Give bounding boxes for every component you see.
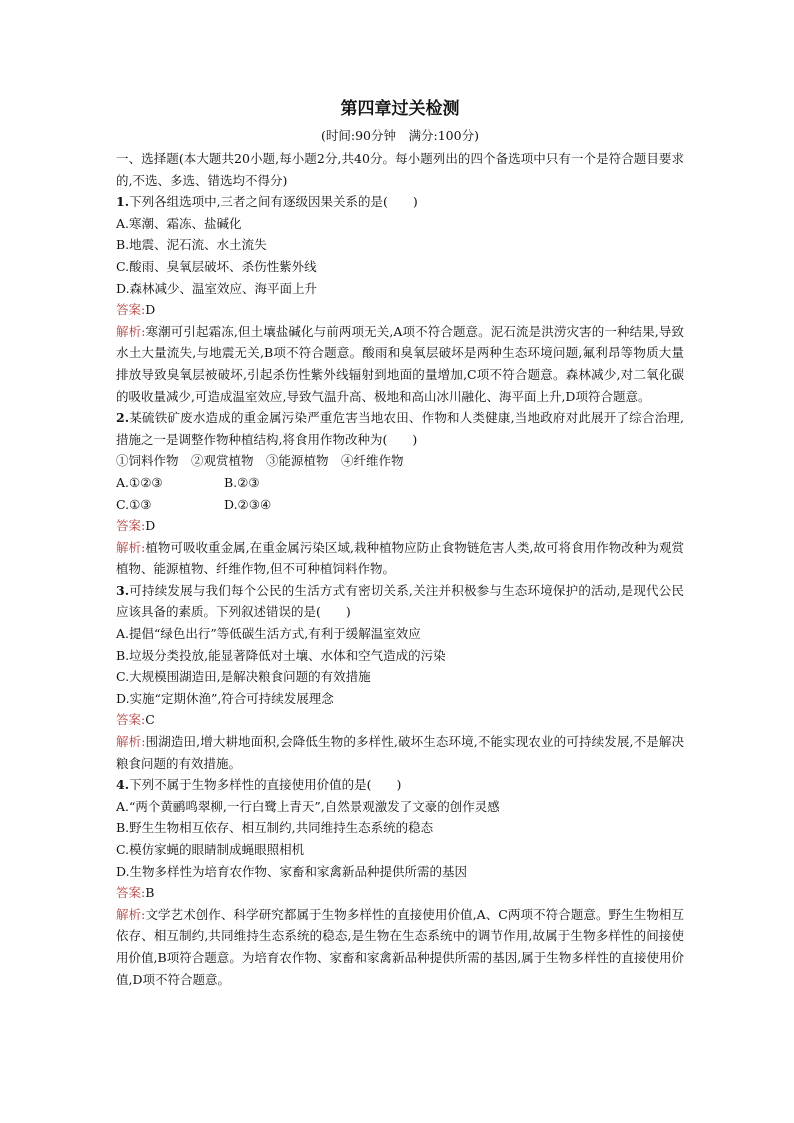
explanation: 解析:植物可吸收重金属,在重金属污染区域,栽种植物应防止食物链危害人类,故可将食用作物改种为观赏植物、能源植物、纤维作物,但不可种植饲料作物。: [116, 539, 684, 577]
option-c: C.模仿家蝇的眼睛制成蝇眼照相机: [116, 842, 305, 857]
option-d: D.生物多样性为培育农作物、家畜和家禽新品种提供所需的基因: [116, 863, 468, 879]
explanation: 解析:围湖造田,增大耕地面积,会降低生物的多样性,破坏生态环境,不能实现农业的可持续发展,不是解决粮食问题的有效措施。: [116, 734, 684, 771]
explanation: 解析:寒潮可引起霜冻,但土壤盐碱化与前两项无关,A项不符合题意。泥石流是洪涝灾害的一种结果,导致水土大量流失,与地震无关,B项不符合题意。酸雨和臭氧层破坏是两种生态环境问题,氟利昂等物质大量排放导致臭氧层被破坏,引起杀伤性紫外线辐射到地面的量增加,C项不符合题意。森林减少,对二氧化碳的吸收量减少,可造成温室效应,导致气温升高、极地和高山冰川融化、海平面上升,D项符合题意。: [116, 323, 684, 404]
option-d: D.实施“定期休渔”,符合可持续发展理念: [116, 690, 334, 706]
question-stem: 2.某硫铁矿废水造成的重金属污染严重危害当地农田、作物和人类健康,当地政府对此展开了综合治理,措施之一是调整作物种植结构,将食用作物改种为( ): [116, 410, 684, 447]
page-title: 第四章过关检测: [340, 99, 460, 119]
time-score-info: (时间:90分钟 满分:100分): [321, 128, 479, 143]
option-b: B.野生生物相互依存、相互制约,共同维持生态系统的稳态: [116, 820, 434, 836]
choice-items: ①饲料作物 ②观赏植物 ③能源植物 ④纤维作物: [116, 453, 404, 469]
option-a: A.①②③: [116, 474, 163, 490]
option-d: D.森林减少、温室效应、海平面上升: [116, 280, 318, 296]
explanation: 解析:文学艺术创作、科学研究都属于生物多样性的直接使用价值,A、C两项不符合题意。野生生物相互依存、相互制约,共同维持生态系统的稳态,是生物在生态系统中的调节作用,故属于生物多样性的间接使用价值,B项符合题意。为培育农作物、家畜和家禽新品种提供所需的基因,属于生物多样性的直接使用价值,D项不符合题意。: [116, 906, 684, 987]
option-c: C.①③: [116, 496, 152, 512]
question-1: [116, 191, 684, 407]
option-d: D.②③④: [224, 496, 272, 512]
answer: 答案:B: [116, 885, 155, 901]
option-row: [116, 494, 684, 516]
option-b: B.垃圾分类投放,能显著降低对土壤、水体和空气造成的污染: [116, 647, 446, 663]
option-b: B.②③: [224, 474, 260, 490]
option-b: B.地震、泥石流、水土流失: [116, 237, 267, 253]
section-instructions: 一、选择题(本大题共20小题,每小题2分,共40分。每小题列出的四个备选项中只有一个是符合题目要求的,不选、多选、错选均不得分): [116, 151, 684, 188]
question-3: [116, 580, 684, 774]
option-a: A.寒潮、霜冻、盐碱化: [116, 215, 242, 231]
question-2: [116, 407, 684, 580]
question-stem: 3.可持续发展与我们每个公民的生活方式有密切关系,关注并积极参与生态环境保护的活动,是现代公民应该具备的素质。下列叙述错误的是( ): [116, 582, 684, 620]
option-a: A.“两个黄鹂鸣翠柳,一行白鹭上青天”,自然景观激发了文豪的创作灵感: [116, 798, 500, 814]
option-c: C.大规模围湖造田,是解决粮食问题的有效措施: [116, 669, 371, 685]
answer: 答案:D: [116, 302, 156, 318]
answer: 答案:D: [116, 518, 156, 534]
exam-page: [116, 96, 684, 990]
option-a: A.提倡“绿色出行”等低碳生活方式,有利于缓解温室效应: [116, 626, 421, 642]
option-c: C.酸雨、臭氧层破坏、杀伤性紫外线: [116, 258, 317, 274]
option-row: [116, 472, 684, 494]
question-4: [116, 774, 684, 990]
question-stem: 1.下列各组选项中,三者之间有逐级因果关系的是( ): [116, 194, 418, 210]
answer: 答案:C: [116, 712, 155, 728]
question-stem: 4.下列不属于生物多样性的直接使用价值的是( ): [116, 777, 402, 793]
